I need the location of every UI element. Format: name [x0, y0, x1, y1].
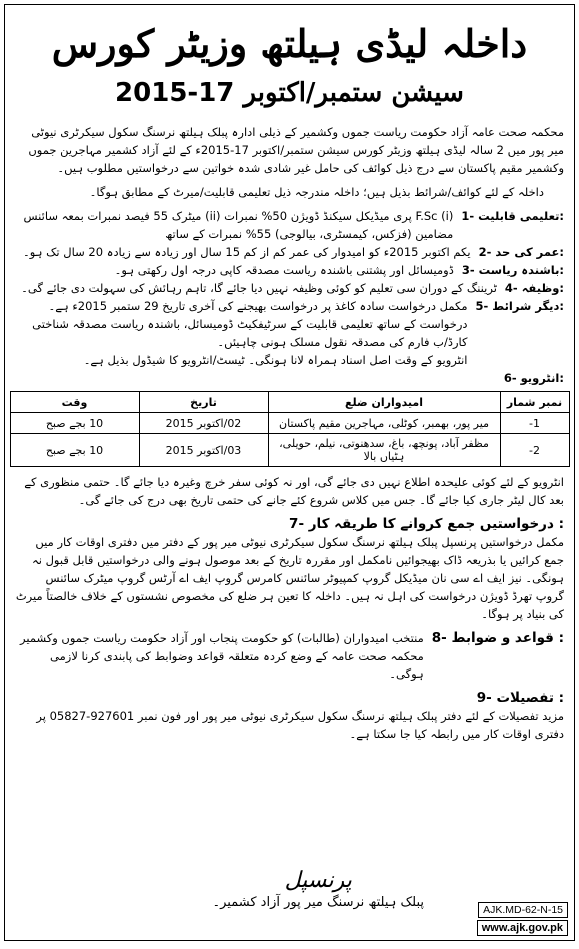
rules-label: 8- قواعد و ضوابط : — [431, 630, 564, 646]
col-district: امیدواران ضلع — [268, 392, 500, 413]
signature-title: پرنسپل — [284, 868, 352, 893]
criteria-line: انٹرویو کے وقت اصل اسناد ہمراہ لانا ہونگی۔ ٹیسٹ/انٹرویو کا شیڈول بذیل ہے۔ — [83, 353, 468, 367]
session-label: سیشن ستمبر/اکتوبر — [243, 78, 464, 108]
criteria-line: مکمل درخواست سادہ کاغذ پر درخواست بھیجنے کی آخری تاریخ 29 ستمبر 2015ء ہے۔ درخواست کے ساتھ تعلیمی قابلیت کے سرٹیفکیٹ ڈومیسائل، باشندہ ریاست مصدقہ شناختی کارڈ/ب فارم کی مصدقہ نقول مسلک ہونی چاہیئں۔ — [32, 299, 468, 349]
cell-date: 03/اکتوبر 2015 — [139, 434, 268, 467]
interview-label: 6- انٹرویو: — [503, 371, 564, 385]
signature-block — [213, 870, 424, 914]
procedure-text: مکمل درخواستیں پرنسپل پبلک ہیلتھ نرسنگ سکول سیکرٹری نیوٹی میر پور کے دفتر میں دفتری اوقات کار میں جمع کرائیں یا بذریعہ ڈاک بھیجوائیں نامکمل اور مقررہ تاریخ کے بعد موصول ہونے والی درخواستیں قابل قبول نہ ہونگی۔ نیز ایف اے سی نان میڈیکل گروپ کمپیوٹر سائنس کامرس گروپ ایف اے آرٹس گروپ میٹرک سائنس گروپ تھرڈ ڈویژن درخواست کی اہل نہ ہیں۔ داخلہ کا تعین ہر ضلع کی مخصوص نشستوں کے خلاف خالصتاً میرٹ کی بنیاد پر ہوگا۔ — [15, 535, 564, 621]
criteria-domicile — [5, 261, 574, 279]
criteria-text: یکم اکتوبر 2015ء کو امیدوار کی عمر کم از کم 15 سال اور زیادہ سے زیادہ 20 سال تک ہو۔ — [23, 245, 471, 259]
procedure-heading — [5, 515, 574, 533]
signature-org: پبلک ہیلتھ نرسنگ میر پور آزاد کشمیر۔ — [212, 895, 424, 910]
criteria-text: ٹریننگ کے دوران سی تعلیم کو کوئی وظیفہ نہیں دیا جائے گا، تاہم رہائش کی سہولت دی جائے گی۔ — [21, 281, 497, 295]
criteria-label: 2- عمر کی حد: — [478, 245, 564, 259]
cell-time: 10 بجے صبح — [10, 434, 139, 467]
criteria-text: ڈومیسائل اور پشتنی باشندہ ریاست مصدقہ کاپی درجہ اول رکھتی ہو۔ — [114, 263, 454, 277]
intro-paragraph: محکمہ صحت عامہ آزاد حکومت ریاست جموں وکشمیر کے ذیلی ادارہ پبلک ہیلتھ نرسنگ سکول سیکرٹری نیوٹی میر پور میں 2 سالہ لیڈی ہیلتھ وزیٹر کورس سیشن ستمبر/اکتوبر 17-2015ء کے لئے آزاد کشمیر مہاجرین جموں وکشمیر مقیم پاکستان سے درج ذیل کوائف کی حامل غیر شادی شدہ خواتین سے درخواستیں مطلوب ہیں۔ — [28, 125, 564, 175]
criteria-stipend — [5, 279, 574, 297]
criteria-age — [5, 243, 574, 261]
criteria-text — [15, 297, 468, 369]
col-serial: نمبر شمار — [500, 392, 569, 413]
details-text: مزید تفصیلات کے لئے دفتر پبلک ہیلتھ نرسنگ سکول سیکرٹری نیوٹی میر پور اور فون نمبر 927601-05827 پر دفتری اوقات کار میں رابطہ کیا جا سکتا ہے۔ — [36, 709, 564, 741]
session-year: 2015-17 — [115, 78, 235, 108]
advertisement-page — [4, 4, 575, 941]
cell-serial: 1- — [500, 413, 569, 434]
cell-serial: 2- — [500, 434, 569, 467]
col-date: تاریخ — [139, 392, 268, 413]
website-url[interactable]: www.ajk.gov.pk — [477, 920, 568, 936]
cell-time: 10 بجے صبح — [10, 413, 139, 434]
criteria-education — [5, 207, 574, 243]
criteria-label: 4- وظیفہ: — [504, 281, 564, 295]
cell-date: 02/اکتوبر 2015 — [139, 413, 268, 434]
criteria-other-conditions — [5, 297, 574, 369]
details-label: 9- تفصیلات : — [476, 690, 564, 706]
interview-heading — [5, 369, 574, 387]
cell-district: مظفر آباد، پونچھ، باغ، سدھنوتی، نیلم، حویلی، ہٹیاں بالا — [268, 434, 500, 467]
details-heading — [5, 689, 574, 707]
rules-section — [5, 629, 574, 683]
admission-note: داخلہ کے لئے کوائف/شرائط بذیل ہیں؛ داخلہ مندرجہ ذیل تعلیمی قابلیت/میرٹ کے مطابق ہوگا۔ — [89, 185, 544, 199]
criteria-label: 1- تعلیمی قابلیت: — [461, 209, 564, 223]
rules-text: منتخب امیدواران (طالبات) کو حکومت پنجاب اور آزاد حکومت ریاست جموں وکشمیر محکمہ صحت عامہ کے وضع کردہ متعلقہ قواعد وضوابط کی پابندی کرنا لازمی ہوگی۔ — [20, 631, 424, 681]
col-time: وقت — [10, 392, 139, 413]
reference-number: AJK.MD-62-N-15 — [478, 902, 568, 918]
criteria-label: 3- باشندہ ریاست: — [461, 263, 564, 277]
cell-district: میر پور، بھمبر، کوٹلی، مہاجرین مقیم پاکستان — [268, 413, 500, 434]
session-heading — [5, 77, 574, 109]
procedure-label: 7- درخواستیں جمع کروانے کا طریقہ کار : — [289, 516, 564, 532]
page-title: داخلہ لیڈی ہیلتھ وزیٹر کورس — [51, 21, 528, 66]
table-row — [10, 413, 569, 434]
interview-note: انٹرویو کے لئے کوئی علیحدہ اطلاع نہیں دی جائے گی، اور نہ کوئی سفر خرچ وغیرہ دیا جائے گا۔ حتمی منظوری کے بعد کال لیٹر جاری کیا جائے گا۔ جس میں کلاس شروع کئے جانے کی حتمی تاریخ بھی درج کی جائے گی۔ — [24, 475, 564, 507]
table-header-row — [10, 392, 569, 413]
interview-schedule-table — [10, 391, 570, 467]
criteria-label: 5- دیگر شرائط: — [475, 299, 564, 313]
criteria-text: F.Sc (i) پری میڈیکل سیکنڈ ڈویژن 50% نمبرات (ii) میٹرک 55 فیصد نمبرات بمعہ سائنس مضامین (فزکس، کیمسٹری، بیالوجی) 55% نمبرات کے ساتھ — [23, 209, 454, 241]
table-row — [10, 434, 569, 467]
